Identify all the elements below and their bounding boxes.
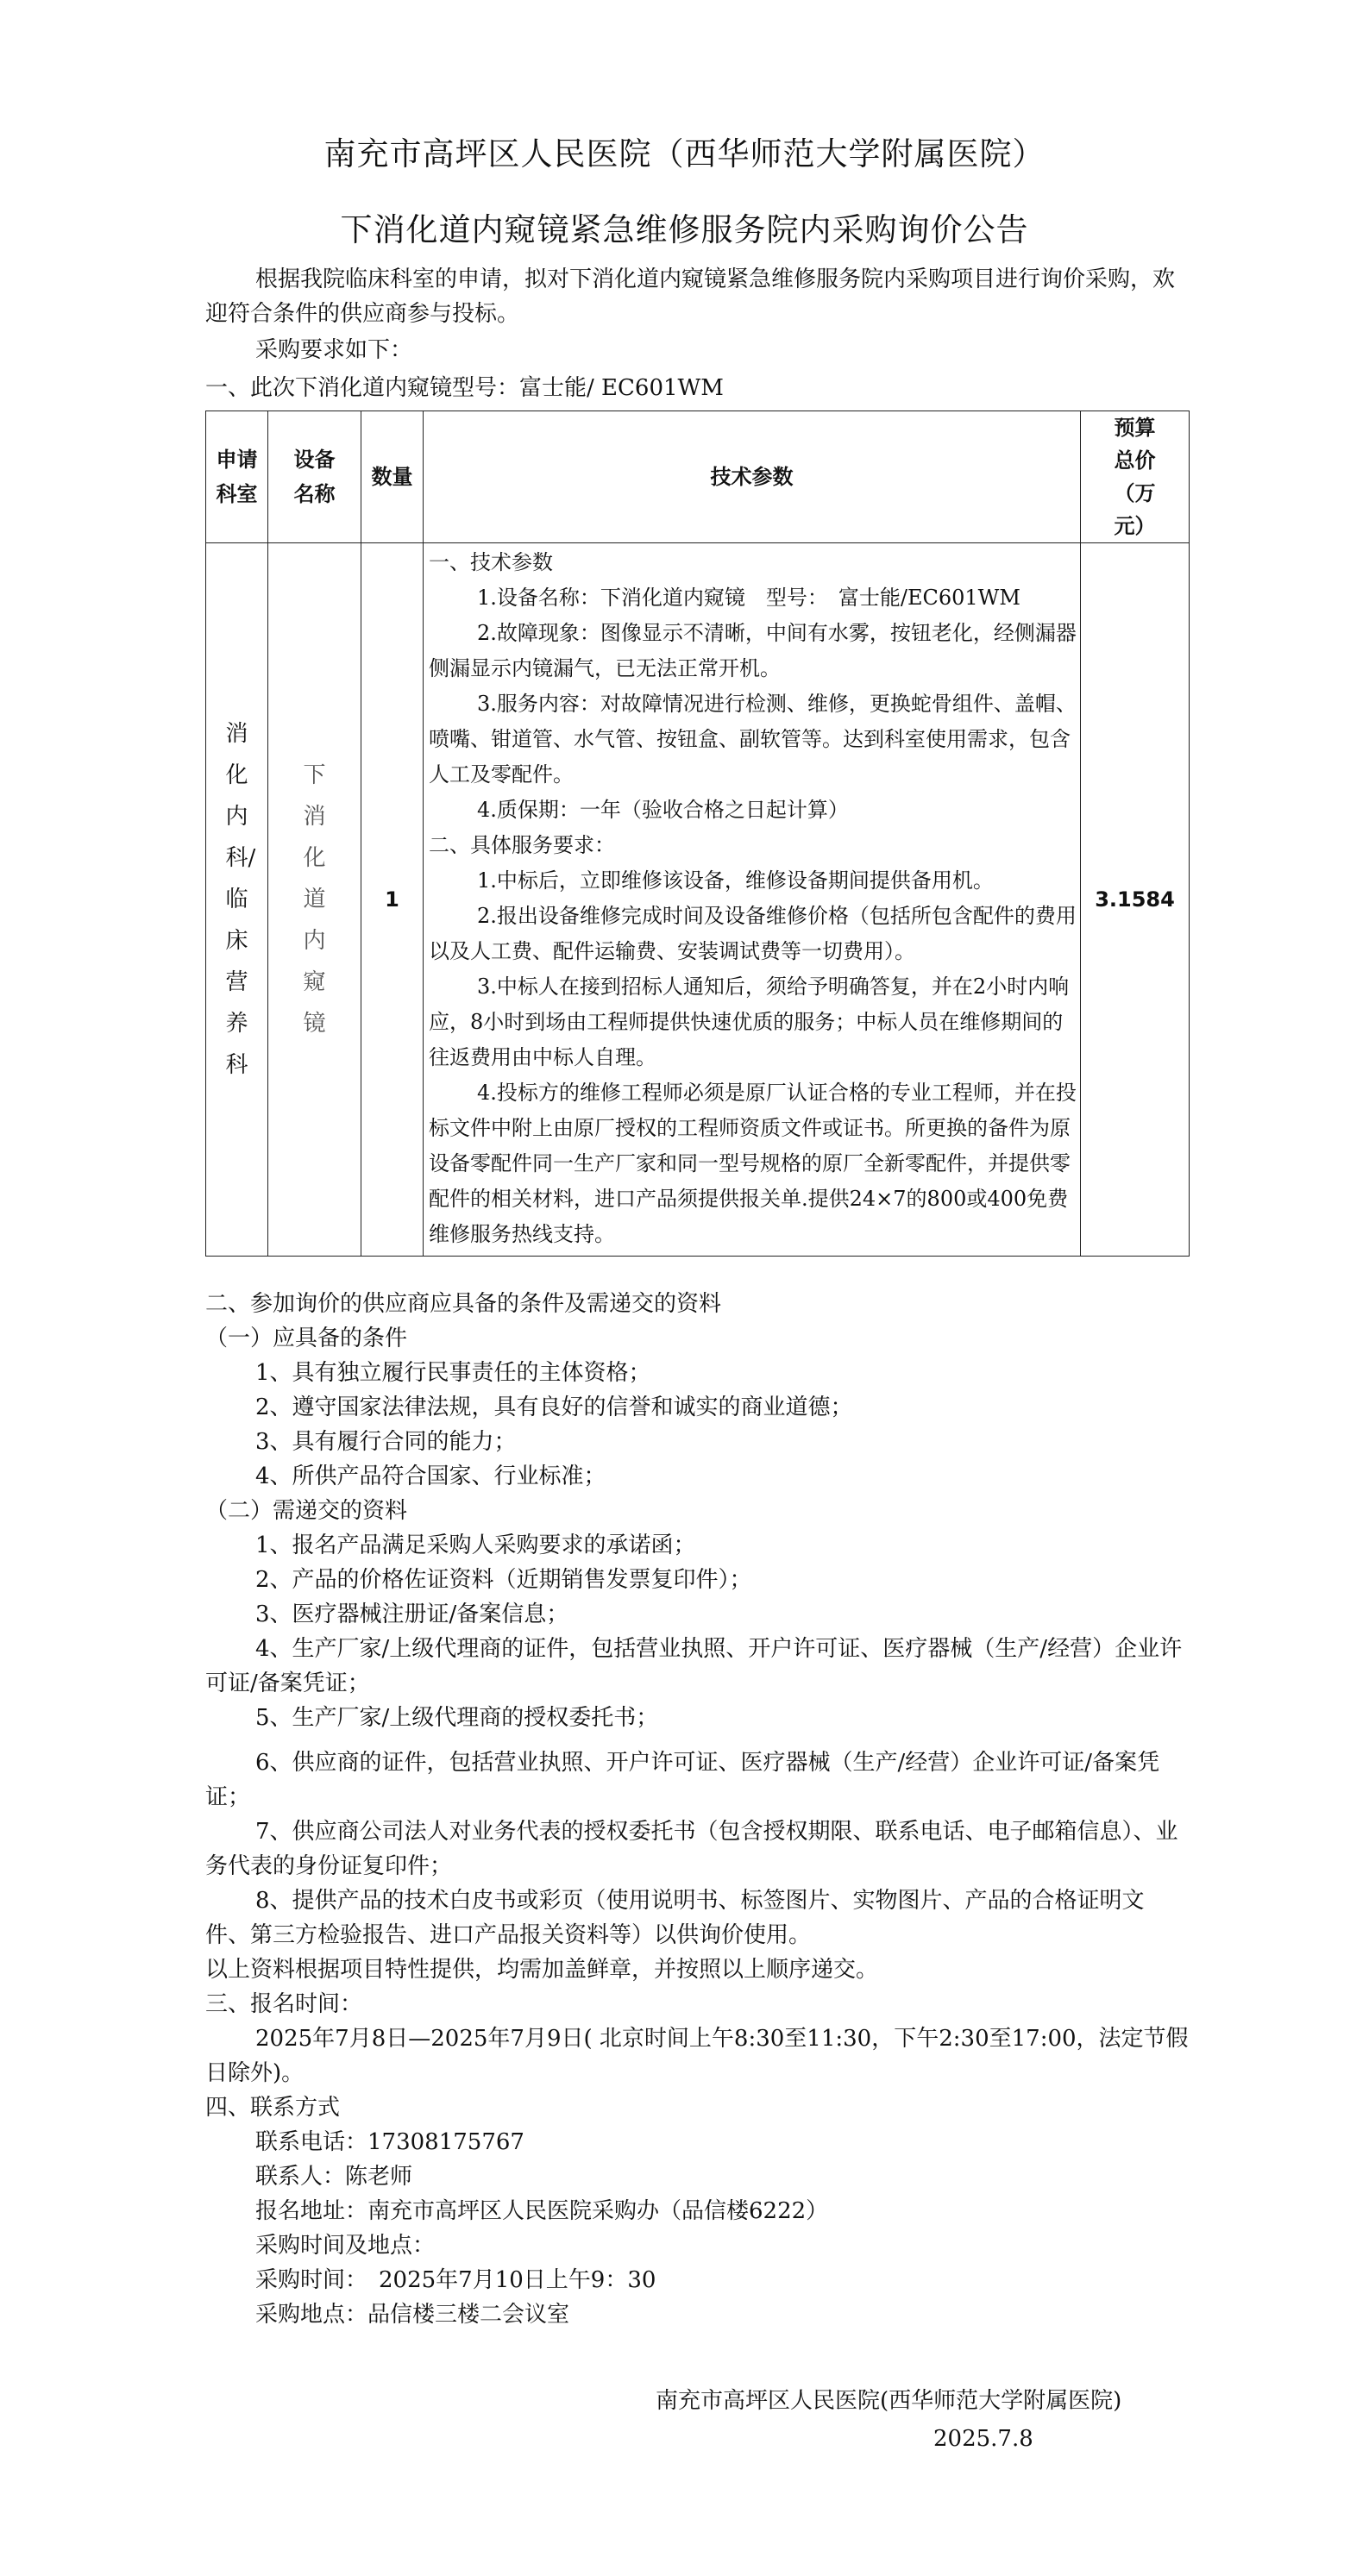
notice-title: 下消化道内窥镜紧急维修服务院内采购询价公告: [340, 211, 1029, 248]
contact-phone: 联系电话：17308175767: [255, 2129, 524, 2155]
purchase-place: 采购地点：品信楼三楼二会议室: [255, 2302, 570, 2328]
doc-item-8: 8、提供产品的技术白皮书或彩页（使用说明书、标签图片、实物图片、产品的合格证明文件、第三方检验报告、进口产品报关资料等）以供询价使用。: [205, 1888, 1145, 1948]
doc-item-2: 2、产品的价格佐证资料（近期销售发票复印件）；: [255, 1567, 752, 1593]
req-item-1: 1、具有独立履行民事责任的主体资格；: [255, 1360, 651, 1386]
cell-budget: 3.1584: [1081, 543, 1190, 1257]
spec-line: 4.投标方的维修工程师必须是原厂认证合格的专业工程师，并在投标文件中附上由原厂授权的工程师资质文件或证书。所更换的备件为原设备零配件同一生产厂家和同一型号规格的原厂全新零配件，并提供零配件的相关材料，进口产品须提供报关单.提供24×7的800或400免费维修服务热线支持。: [429, 1081, 1077, 1246]
table-row: [206, 543, 1190, 1257]
cell-qty: 1: [361, 543, 424, 1257]
spec-line: 4.质保期：一年（验收合格之日起计算）: [477, 798, 849, 822]
header-spec: 技术参数: [424, 411, 1081, 543]
footer-date: 2025.7.8: [933, 2426, 1033, 2452]
spec-line: 2.故障现象：图像显示不清晰，中间有水雾，按钮老化，经侧漏器侧漏显示内镜漏气，已无法正常开机。: [429, 621, 1077, 680]
requirements-table: [205, 411, 1190, 1257]
cell-dept: 消化内科/临床营养科: [206, 543, 268, 1257]
purchase-time-place: 采购时间及地点：: [255, 2233, 436, 2259]
doc-item-7: 7、供应商公司法人对业务代表的授权委托书（包含授权期限、联系电话、电子邮箱信息）、业务代表的身份证复印件；: [205, 1819, 1178, 1879]
doc-item-5: 5、生产厂家/上级代理商的授权委托书；: [255, 1705, 659, 1731]
section3-heading: 三、报名时间：: [205, 1991, 363, 2017]
header-device: 设备名称: [268, 411, 361, 543]
spec-line: 一、技术参数: [429, 550, 553, 574]
hospital-title: 南充市高坪区人民医院（西华师范大学附属医院）: [323, 135, 1046, 172]
req-item-4: 4、所供产品符合国家、行业标准；: [255, 1463, 606, 1489]
cell-spec: [424, 543, 1081, 1257]
footer-signature: 南充市高坪区人民医院(西华师范大学附属医院): [656, 2388, 1122, 2414]
table-header-row: [206, 411, 1190, 543]
header-qty: 数量: [361, 411, 424, 543]
intro-paragraph: 根据我院临床科室的申请，拟对下消化道内窥镜紧急维修服务院内采购项目进行询价采购，欢迎符合条件的供应商参与投标。: [205, 266, 1176, 327]
doc-item-3: 3、医疗器械注册证/备案信息；: [255, 1601, 569, 1627]
spec-line: 3.中标人在接到招标人通知后，须给予明确答复，并在2小时内响应，8小时到场由工程师提供快速优质的服务；中标人员在维修期间的往返费用由中标人自理。: [429, 975, 1070, 1069]
section2-sub1: （一）应具备的条件: [205, 1326, 408, 1351]
section4-heading: 四、联系方式: [205, 2095, 341, 2121]
spec-line: 3.服务内容：对故障情况进行检测、维修，更换蛇骨组件、盖帽、喷嘴、钳道管、水气管、按钮盒、副软管等。达到科室使用需求，包含人工及零配件。: [429, 692, 1077, 787]
header-budget: 预算总价（万元）: [1081, 411, 1190, 543]
spec-line: 2.报出设备维修完成时间及设备维修价格（包括所包含配件的费用以及人工费、配件运输费、安装调试费等一切费用）。: [429, 904, 1077, 963]
doc-item-4: 4、生产厂家/上级代理商的证件，包括营业执照、开户许可证、医疗器械（生产/经营）企业许可证/备案凭证；: [205, 1636, 1183, 1696]
spec-list: [424, 543, 1080, 1256]
spec-line: 1.设备名称：下消化道内窥镜 型号： 富士能/EC601WM: [477, 586, 1020, 610]
purchase-time: 采购时间： 2025年7月10日上午9：30: [255, 2267, 656, 2293]
spec-line: 1.中标后，立即维修该设备，维修设备期间提供备用机。: [477, 868, 994, 893]
req-item-2: 2、遵守国家法律法规，具有良好的信誉和诚实的商业道德；: [255, 1395, 853, 1420]
cell-device: 下消化道内窥镜: [268, 543, 361, 1257]
doc-item-6: 6、供应商的证件，包括营业执照、开户许可证、医疗器械（生产/经营）企业许可证/备案凭证；: [205, 1750, 1160, 1810]
section2-sub2: （二）需递交的资料: [205, 1498, 408, 1524]
registration-address: 报名地址：南充市高坪区人民医院采购办（品信楼6222）: [255, 2198, 829, 2224]
doc-item-1: 1、报名产品满足采购人采购要求的承诺函；: [255, 1532, 696, 1558]
registration-time: 2025年7月8日—2025年7月9日( 北京时间上午8:30至11:30，下午2:30至17:00，法定节假日除外)。: [205, 2026, 1189, 2086]
section2-heading: 二、参加询价的供应商应具备的条件及需递交的资料: [205, 1291, 722, 1317]
doc-note: 以上资料根据项目特性提供，均需加盖鲜章，并按照以上顺序递交。: [205, 1957, 879, 1983]
header-dept: 申请科室: [206, 411, 268, 543]
section1-heading: 一、此次下消化道内窥镜型号：富士能/ EC601WM: [205, 375, 724, 401]
req-item-3: 3、具有履行合同的能力；: [255, 1429, 517, 1455]
spec-line: 二、具体服务要求：: [429, 833, 615, 857]
contact-person: 联系人：陈老师: [255, 2164, 413, 2190]
requirements-intro: 采购要求如下：: [255, 337, 413, 363]
